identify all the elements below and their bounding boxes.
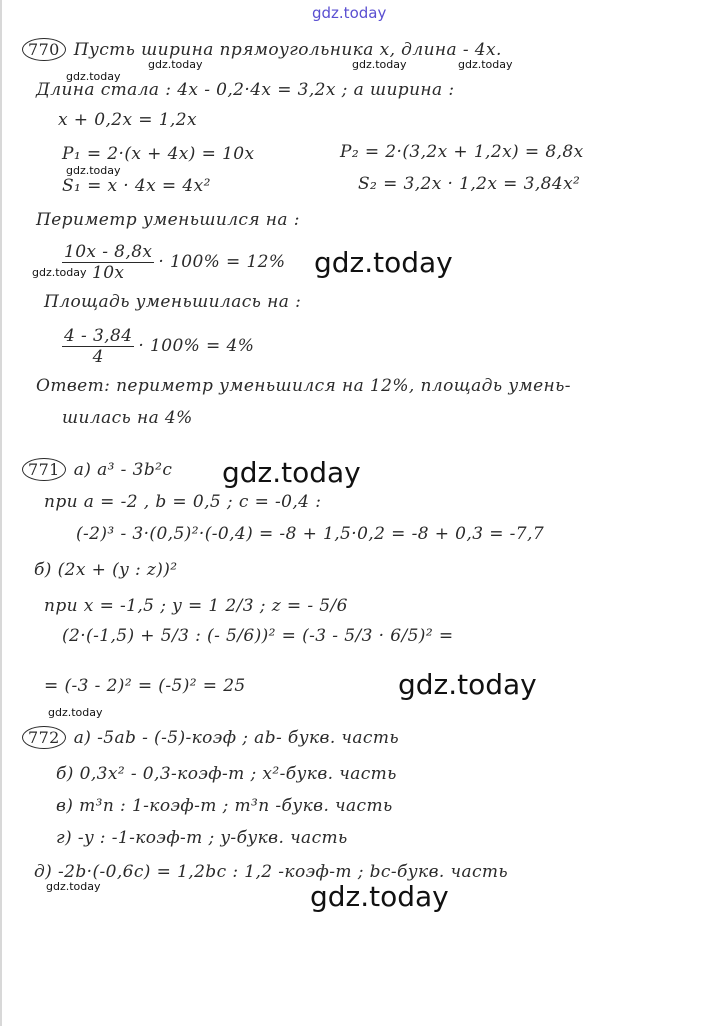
p771-line-1: 771 а) a³ - 3b²c — [22, 458, 172, 481]
watermark-small: gdz.today — [46, 880, 101, 893]
p770-line-3: x + 0,2x = 1,2x — [58, 110, 197, 130]
watermark-large: gdz.today — [398, 668, 537, 701]
p771-line-2: при a = -2 , b = 0,5 ; c = -0,4 : — [44, 492, 322, 512]
p770-line-11: $\frac{4 - 3,84}{4}$ · 100% = 4% — [64, 326, 255, 367]
fraction-perimeter: $\frac{10x - 8,8x}{10x}$ — [64, 242, 153, 283]
p772-number: 772 — [22, 726, 66, 749]
p770-line-1: 770 Пусть ширина прямоугольника x, длина - 4x. — [22, 38, 502, 61]
p770-line-10: Площадь уменьшилась на : — [44, 292, 302, 312]
p771-line-3: (-2)³ - 3·(0,5)²·(-0,4) = -8 + 1,5·0,2 = -8 + 0,3 = -7,7 — [76, 524, 545, 544]
watermark-large: gdz.today — [314, 246, 453, 279]
p770-number: 770 — [22, 38, 66, 61]
p771-line-4: б) (2x + (y : z))² — [34, 560, 178, 580]
p770-line-13: шилась на 4% — [62, 408, 193, 428]
watermark-small: gdz.today — [48, 706, 103, 719]
fraction-area: $\frac{4 - 3,84}{4}$ — [64, 326, 133, 367]
p770-line-7: S₂ = 3,2x · 1,2x = 3,84x² — [358, 174, 581, 194]
watermark-large: gdz.today — [310, 880, 449, 913]
p770-line-2: Длина стала : 4x - 0,2·4x = 3,2x ; а ширина : — [36, 80, 455, 100]
watermark-large: gdz.today — [222, 456, 361, 489]
watermark-small: gdz.today — [66, 70, 121, 83]
p771-line-6: (2·(-1,5) + 5/3 : (- 5/6))² = (-3 - 5/3 · 6/5)² = — [62, 626, 454, 646]
p771-number: 771 — [22, 458, 66, 481]
page-edge — [0, 0, 2, 1026]
p770-line-6: S₁ = x · 4x = 4x² — [62, 176, 211, 196]
p771-line-5: при x = -1,5 ; y = 1 2/3 ; z = - 5/6 — [44, 596, 348, 616]
watermark-small: gdz.today — [148, 58, 203, 71]
watermark-small: gdz.today — [66, 164, 121, 177]
p772-line-5: д) -2b·(-0,6c) = 1,2bc : 1,2 -коэф-т ; bc-букв. часть — [34, 862, 509, 882]
p770-line-9: $\frac{10x - 8,8x}{10x}$ · 100% = 12% — [64, 242, 286, 283]
p770-line-4: P₁ = 2·(x + 4x) = 10x — [62, 144, 255, 164]
p770-line-12: Ответ: периметр уменьшился на 12%, площадь умень- — [36, 376, 571, 396]
p772-line-2: б) 0,3x² - 0,3-коэф-т ; x²-букв. часть — [56, 764, 397, 784]
p772-line-4: г) -y : -1-коэф-т ; y-букв. часть — [56, 828, 348, 848]
p772-line-3: в) m³n : 1-коэф-т ; m³n -букв. часть — [56, 796, 393, 816]
watermark-small: gdz.today — [458, 58, 513, 71]
p770-line-5: P₂ = 2·(3,2x + 1,2x) = 8,8x — [340, 142, 584, 162]
watermark-top: gdz.today — [312, 4, 387, 22]
p770-line-8: Периметр уменьшился на : — [36, 210, 300, 230]
watermark-small: gdz.today — [352, 58, 407, 71]
p771-line-7: = (-3 - 2)² = (-5)² = 25 — [44, 676, 246, 696]
p772-line-1: 772 а) -5ab - (-5)-коэф ; ab- букв. часть — [22, 726, 399, 749]
watermark-small: gdz.today — [32, 266, 87, 279]
